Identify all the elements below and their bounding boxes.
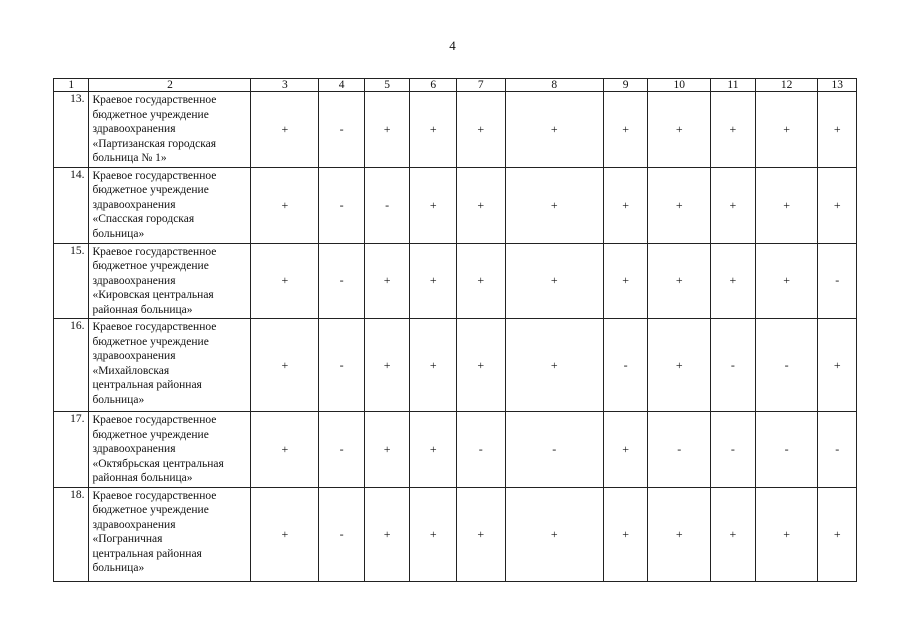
institution-name-line: Краевое государственное [92, 414, 217, 426]
institution-name-line: здравоохранения [92, 350, 176, 362]
mark-cell: + [457, 487, 506, 581]
mark-cell: - [818, 243, 857, 319]
institution-name-line: больница» [92, 562, 145, 574]
institution-name-line: Краевое государственное [92, 169, 217, 182]
mark-cell: + [410, 487, 457, 581]
institution-name-line: бюджетное учреждение [92, 335, 209, 348]
table-row [54, 167, 857, 243]
header-row [54, 79, 857, 92]
mark-cell: - [711, 319, 756, 412]
column-header: 12 [755, 79, 818, 92]
table-row [54, 319, 857, 412]
table-row [54, 412, 857, 488]
institution-name-line: «Октябрьская центральная [92, 457, 224, 470]
mark-cell: - [319, 92, 365, 168]
mark-cell: + [818, 167, 857, 243]
mark-cell: + [457, 243, 506, 319]
column-header: 13 [818, 79, 857, 92]
mark-cell: + [251, 319, 319, 412]
mark-cell: + [251, 412, 319, 488]
mark-cell: - [364, 167, 410, 243]
mark-cell: + [410, 412, 457, 488]
mark-cell: + [648, 92, 711, 168]
mark-cell: + [410, 243, 457, 319]
mark-cell: + [410, 92, 457, 168]
mark-cell: + [457, 92, 506, 168]
mark-cell: + [505, 319, 603, 412]
column-header: 11 [711, 79, 756, 92]
mark-cell: + [457, 319, 506, 412]
institution-name-line: Краевое государственное [92, 94, 217, 106]
mark-cell: + [818, 319, 857, 412]
mark-cell: + [251, 243, 319, 319]
institution-name-line: здравоохранения [92, 123, 176, 135]
mark-cell: + [711, 243, 756, 319]
mark-cell: + [648, 243, 711, 319]
institution-name [89, 243, 251, 319]
column-header: 7 [457, 79, 506, 92]
institution-name [89, 487, 251, 581]
mark-cell: + [755, 92, 818, 168]
table-row [54, 487, 857, 581]
mark-cell: + [648, 487, 711, 581]
column-header: 2 [89, 79, 251, 92]
institutions-table [53, 78, 857, 582]
institution-name-line: больница» [92, 393, 145, 406]
mark-cell: + [505, 167, 603, 243]
column-header: 4 [319, 79, 365, 92]
row-number: 18. [54, 487, 89, 581]
institution-name-line: центральная районная [92, 547, 202, 560]
institution-name [89, 319, 251, 412]
institution-name-line: центральная районная [92, 379, 202, 391]
institution-name-line: «Пограничная [92, 533, 163, 545]
mark-cell: + [603, 243, 648, 319]
column-header: 10 [648, 79, 711, 92]
mark-cell: + [410, 167, 457, 243]
row-number: 14. [54, 167, 89, 243]
institution-name-line: районная больница» [92, 303, 193, 316]
institution-name-line: здравоохранения [92, 443, 176, 455]
institution-name-line: бюджетное учреждение [92, 108, 209, 121]
mark-cell: + [251, 167, 319, 243]
mark-cell: - [319, 487, 365, 581]
mark-cell: + [818, 92, 857, 168]
institution-name-line: бюджетное учреждение [92, 428, 209, 441]
institution-name [89, 92, 251, 168]
mark-cell: - [319, 412, 365, 488]
row-number: 15. [54, 243, 89, 319]
mark-cell: + [505, 243, 603, 319]
mark-cell: + [711, 487, 756, 581]
column-header: 3 [251, 79, 319, 92]
institution-name-line: Краевое государственное [92, 321, 217, 333]
institution-name-line: больница» [92, 227, 145, 240]
mark-cell: - [319, 319, 365, 412]
institution-name [89, 412, 251, 488]
mark-cell: - [648, 412, 711, 488]
mark-cell: + [457, 167, 506, 243]
mark-cell: - [818, 412, 857, 488]
table-row [54, 243, 857, 319]
mark-cell: + [755, 167, 818, 243]
institution-name-line: Краевое государственное [92, 489, 217, 502]
mark-cell: - [319, 167, 365, 243]
institution-name-line: Краевое государственное [92, 245, 217, 258]
institution-name-line: «Кировская центральная [92, 289, 214, 301]
mark-cell: - [755, 319, 818, 412]
mark-cell: + [505, 487, 603, 581]
mark-cell: + [755, 243, 818, 319]
mark-cell: + [648, 167, 711, 243]
column-header: 9 [603, 79, 648, 92]
institution-name-line: бюджетное учреждение [92, 184, 209, 196]
mark-cell: - [603, 319, 648, 412]
mark-cell: - [711, 412, 756, 488]
mark-cell: + [410, 319, 457, 412]
page-number: 4 [449, 38, 456, 53]
mark-cell: - [505, 412, 603, 488]
institution-name-line: «Михайловская [92, 364, 170, 377]
institution-name-line: бюджетное учреждение [92, 504, 209, 516]
mark-cell: + [364, 92, 410, 168]
mark-cell: + [711, 92, 756, 168]
mark-cell: + [364, 243, 410, 319]
column-header: 5 [364, 79, 410, 92]
column-header: 1 [54, 79, 89, 92]
row-number: 13. [54, 92, 89, 168]
mark-cell: + [603, 167, 648, 243]
institution-name-line: «Партизанская городская [92, 137, 217, 150]
column-header: 6 [410, 79, 457, 92]
mark-cell: + [603, 92, 648, 168]
institution-name-line: здравоохранения [92, 198, 176, 211]
institution-name-line: больница № 1» [92, 152, 167, 164]
mark-cell: + [364, 319, 410, 412]
row-number: 17. [54, 412, 89, 488]
institution-name-line: здравоохранения [92, 274, 176, 287]
mark-cell: + [364, 487, 410, 581]
mark-cell: + [818, 487, 857, 581]
mark-cell: + [755, 487, 818, 581]
mark-cell: + [603, 412, 648, 488]
mark-cell: + [711, 167, 756, 243]
mark-cell: - [755, 412, 818, 488]
column-header: 8 [505, 79, 603, 92]
table-row [54, 92, 857, 168]
institution-name-line: здравоохранения [92, 518, 176, 531]
row-number: 16. [54, 319, 89, 412]
mark-cell: - [457, 412, 506, 488]
institution-name-line: районная больница» [92, 472, 193, 484]
institution-name-line: «Спасская городская [92, 213, 195, 225]
mark-cell: + [648, 319, 711, 412]
institution-name [89, 167, 251, 243]
mark-cell: + [251, 487, 319, 581]
mark-cell: + [364, 412, 410, 488]
institution-name-line: бюджетное учреждение [92, 260, 209, 272]
mark-cell: - [319, 243, 365, 319]
mark-cell: + [251, 92, 319, 168]
mark-cell: + [505, 92, 603, 168]
mark-cell: + [603, 487, 648, 581]
